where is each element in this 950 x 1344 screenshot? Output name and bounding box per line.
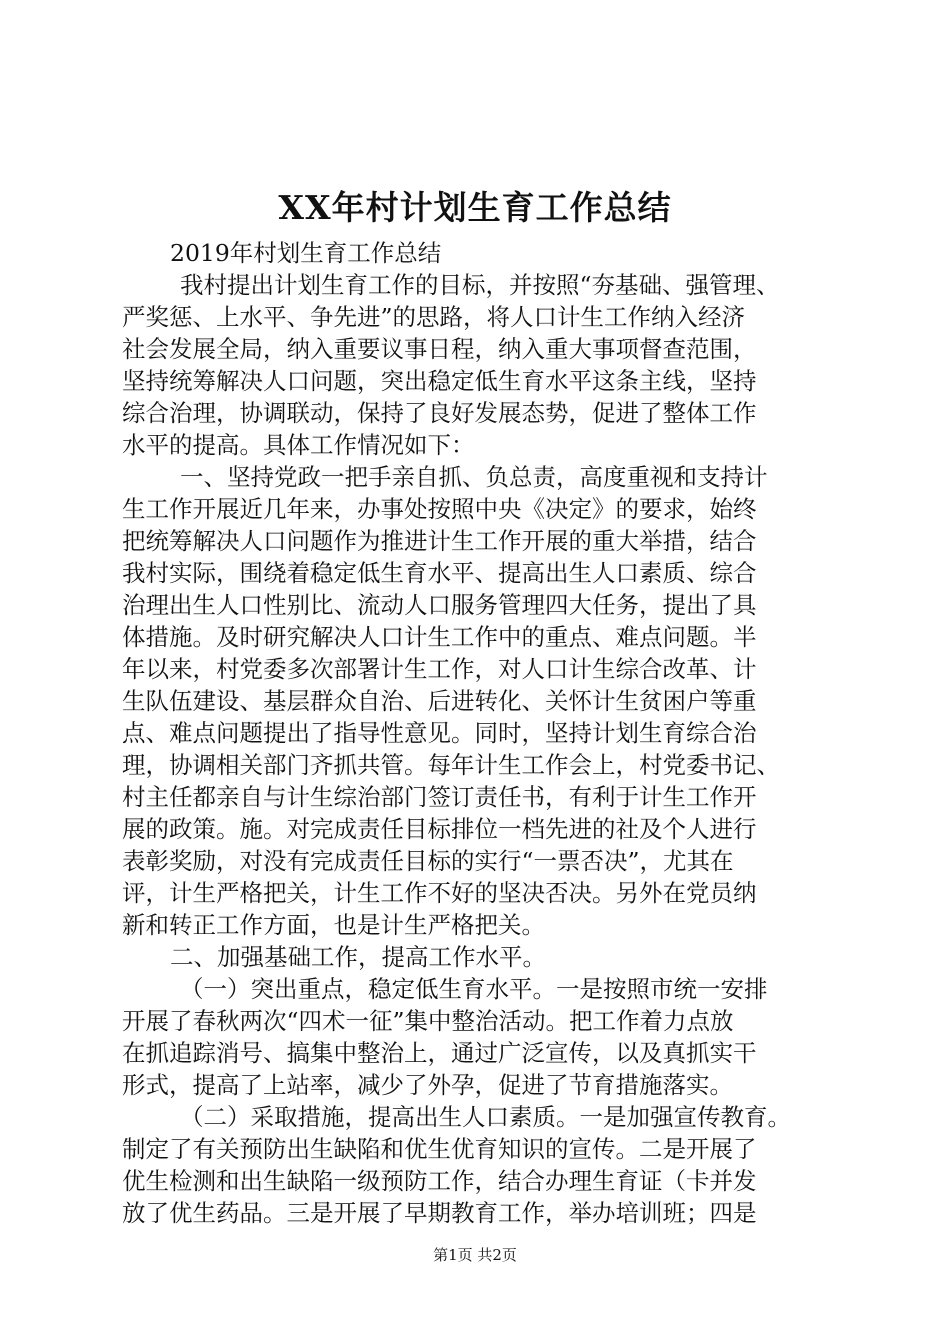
body-line: 生队伍建设、基层群众自治、后进转化、关怀计生贫困户等重 [122,687,757,715]
body-line: 生工作开展近几年来，办事处按照中央《决定》的要求，始终 [122,495,757,523]
body-line: 治理出生人口性别比、流动人口服务管理四大任务，提出了具 [122,591,757,619]
body-line: 一、坚持党政一把手亲自抓、负总责，高度重视和支持计 [180,463,768,491]
body-line: 我村实际，围绕着稳定低生育水平、提高出生人口素质、综合 [122,559,757,587]
body-line: 形式，提高了上站率，减少了外孕，促进了节育措施落实。 [122,1071,733,1099]
body-line: 在抓追踪消号、搞集中整治上，通过广泛宣传，以及真抓实干 [122,1039,757,1067]
body-line: 优生检测和出生缺陷一级预防工作，结合办理生育证（卡并发 [122,1167,757,1195]
body-line: 2019年村划生育工作总结 [170,239,442,267]
document-body [122,237,838,1229]
body-line: 开展了春秋两次“四术一征”集中整治活动。把工作着力点放 [122,1007,734,1035]
body-line: 制定了有关预防出生缺陷和优生优育知识的宣传。二是开展了 [122,1135,757,1163]
body-line: 二、加强基础工作，提高工作水平。 [170,943,546,971]
body-line: 综合治理，协调联动，保持了良好发展态势，促进了整体工作 [122,399,757,427]
page-footer: 第1页 共2页 [433,1246,517,1264]
body-line: 体措施。及时研究解决人口计生工作中的重点、难点问题。半 [122,623,757,651]
body-line: 理，协调相关部门齐抓共管。每年计生工作会上，村党委书记、 [122,751,780,779]
document-title: XX年村计划生育工作总结 [278,188,672,227]
body-line: （二）采取措施，提高出生人口素质。一是加强宣传教育。 [180,1103,791,1131]
body-line: 水平的提高。具体工作情况如下： [122,431,475,459]
body-line: 我村提出计划生育工作的目标，并按照“夯基础、强管理、 [180,271,780,299]
body-line: 放了优生药品。三是开展了早期教育工作，举办培训班；四是 [122,1199,757,1227]
body-line: 严奖惩、上水平、争先进”的思路，将人口计生工作纳入经济 [122,303,746,331]
body-line: （一）突出重点，稳定低生育水平。一是按照市统一安排 [180,975,768,1003]
body-line: 坚持统筹解决人口问题，突出稳定低生育水平这条主线，坚持 [122,367,757,395]
body-line: 表彰奖励，对没有完成责任目标的实行“一票否决”，尤其在 [122,847,734,875]
body-line: 点、难点问题提出了指导性意见。同时，坚持计划生育综合治 [122,719,757,747]
body-line: 把统筹解决人口问题作为推进计生工作开展的重大举措，结合 [122,527,757,555]
body-line: 年以来，村党委多次部署计生工作，对人口计生综合改革、计 [122,655,757,683]
body-line: 社会发展全局，纳入重要议事日程，纳入重大事项督查范围， [122,335,757,363]
body-line: 新和转正工作方面，也是计生严格把关。 [122,911,545,939]
body-line: 评，计生严格把关，计生工作不好的坚决否决。另外在党员纳 [122,879,757,907]
body-line: 村主任都亲自与计生综治部门签订责任书，有利于计生工作开 [122,783,757,811]
body-line: 展的政策。施。对完成责任目标排位一档先进的社及个人进行 [122,815,757,843]
